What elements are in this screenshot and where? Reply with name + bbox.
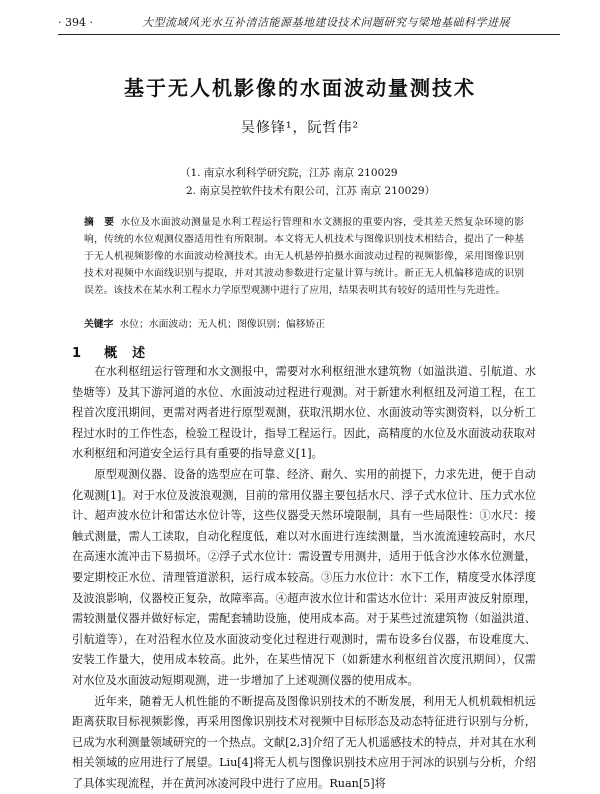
running-header [58,14,560,35]
keywords-text: 水位；水面波动；无人机；图像识别；偏移矫正 [119,319,325,330]
abstract [84,214,524,299]
affiliation-1: （1. 南京水利科学研究院，江苏 南京 210029 [180,164,435,182]
abstract-label: 摘 要 [84,217,114,228]
keywords [84,316,524,333]
paper-authors: 吴修锋¹，阮哲伟² [0,117,600,137]
body-paragraph: 原型观测仪器、设备的选型应在可靠、经济、耐久、实用的前提下，力求先进，便于自动化观测[1]。对于水位及波浪观测，目前的常用仪器主要包括水尺、浮子式水位计、压力式水位计、超声波水位计和雷达水位计等，这些仪器受天然环境限制，具有一些局限性：①水尺：接触式测量，需人工读取，自动化程度低，难以对水面进行连续测量，当水流流速较高时，水尺在高速水流冲击下易损坏。②浮子式水位计：需设置专用测井，适用于低含沙水体水位测量，要定期校正水位、清理管道淤积，运行成本较高。③压力水位计：水下工作，精度受水体浮度及波浪影响，仪器校正复杂，故障率高。④超声波水位计和雷达水位计：采用声波反射原理，需较测量仪器并做好标定，需配套辅助设施，使用成本高。对于某些过流建筑物（如溢洪道、引航道等），在对沿程水位及水面波动变化过程进行观测时，需布设多台仪器，布设难度大、安装工作量大，使用成本较高。此外，在某些情况下（如新建水利枢纽首次度汛期间），仅需对水位及水面波动短期观测，进一步增加了上述观测仪器的使用成本。 [72,465,536,692]
page-number: · 394 · [58,14,93,32]
affiliation-2: 2. 南京昊控软件技术有限公司，江苏 南京 210029） [180,182,435,200]
body-paragraph: 在水利枢纽运行管理和水文测报中，需要对水利枢纽泄水建筑物（如溢洪道、引航道、水垫塘等）及其下游河道的水位、水面波动过程进行观测。对于新建水利枢纽及河道工程，在工程首次度汛期间，更需对两者进行原型观测，获取汛期水位、水面波动等实测资料，以分析工程过水时的工作性态，检验工程设计，指导工程运行。因此，高精度的水位及水面波动获取对水利枢纽和河道安全运行具有重要的指导意义[1]。 [72,362,536,465]
section-title: 概 述 [104,346,146,361]
journal-title: 大型流域风光水互补清洁能源基地建设技术问题研究与梁地基础科学进展 [142,14,510,32]
section-number: 1 [72,346,82,361]
body-text [72,362,536,794]
abstract-text: 水位及水面波动测量是水利工程运行管理和水文测报的重要内容，受其差天然复杂环境的影响，传统的水位观测仪器适用性有所限制。本文将无人机技术与图像识别技术相结合，提出了一种基于无人机视频影像的水面波动检测技术。由无人机悬停拍摄水面波动过程的视频影像，采用图像识别技术对视频中水面线识别与提取，并对其波动参数进行定量计算与统计。新正无人机偏移造成的识别误差。该技术在某水利工程水力学原型观测中进行了应用，结果表明其有较好的适用性与先进性。 [84,217,524,296]
paper-title: 基于无人机影像的水面波动量测技术 [0,72,600,101]
body-paragraph: 近年来，随着无人机性能的不断提高及图像识别技术的不断发展，利用无人机机载相机远距离获取目标视频影像，再采用图像识别技术对视频中目标形态及动态特征进行识别与分析，已成为水利测量领域研究的一个热点。文献[2,3]介绍了无人机遥感技术的特点，并对其在水利相关领域的应用进行了展望。Liu[4]将无人机与图像识别技术应用于河冰的识别与分析，介绍了具体实现流程，并在黄河冰凌河段中进行了应用。Ruan[5]将 [72,692,536,794]
keywords-label: 关键字 [84,319,113,330]
affiliations [180,164,435,200]
section-heading [72,342,146,361]
